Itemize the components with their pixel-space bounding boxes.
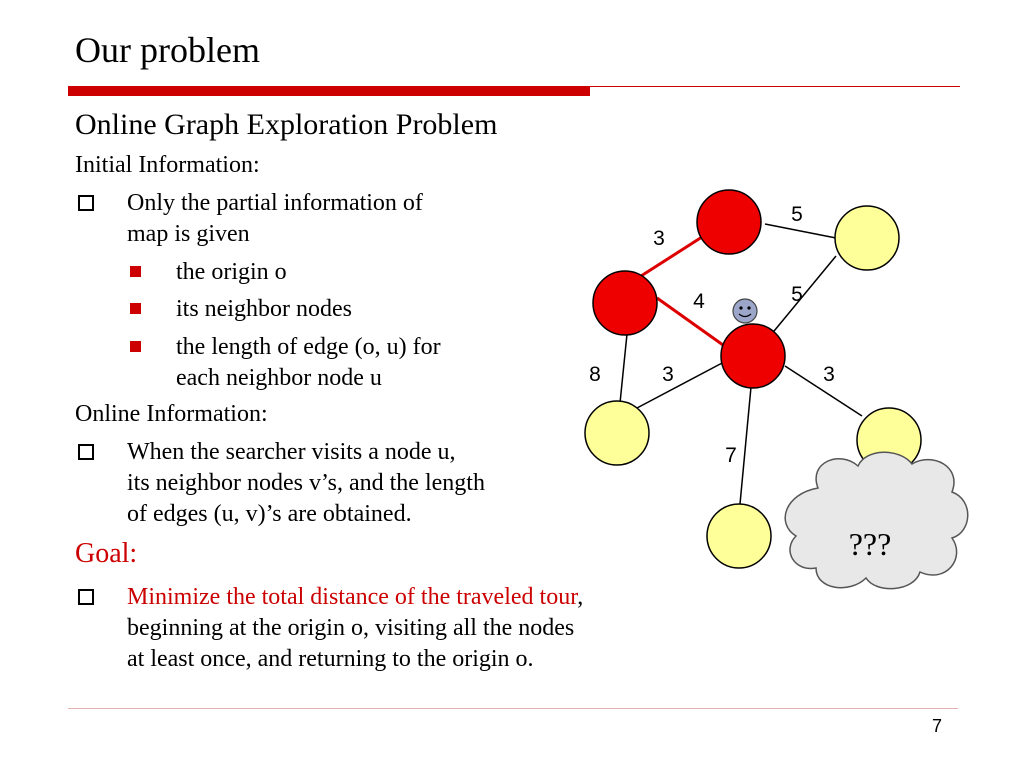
online-line2: its neighbor nodes v’s, and the length xyxy=(127,470,485,496)
initial-bullet-line1: Only the partial information of xyxy=(127,190,423,216)
graph-edge-traveled xyxy=(657,298,723,345)
online-line3: of edges (u, v)’s are obtained. xyxy=(127,501,412,527)
initial-heading: Initial Information: xyxy=(75,152,260,178)
graph-edge-traveled xyxy=(641,237,702,276)
searcher-smiley-icon xyxy=(733,299,757,323)
edge-label: 3 xyxy=(653,227,665,250)
goal-line1-tail: , xyxy=(577,584,584,610)
goal-line3: at least once, and returning to the origin o. xyxy=(127,646,534,672)
edge-label: 8 xyxy=(589,363,601,386)
initial-bullet-line2: map is given xyxy=(127,221,250,247)
online-heading: Online Information: xyxy=(75,401,268,427)
graph-edge xyxy=(740,387,751,504)
edge-label: 5 xyxy=(791,283,803,306)
goal-line1-emphasis: Minimize the total distance of the traveled tour xyxy=(127,584,578,610)
initial-item-neighbors: its neighbor nodes xyxy=(176,296,352,322)
subtitle: Online Graph Exploration Problem xyxy=(75,108,498,141)
graph-edge xyxy=(620,334,627,403)
edge-label: 3 xyxy=(662,363,674,386)
graph-edge xyxy=(765,224,836,238)
thought-cloud-icon xyxy=(785,452,968,588)
graph-edge xyxy=(637,362,724,408)
graph-node-origin xyxy=(593,271,657,335)
graph-node-unvisited xyxy=(835,206,899,270)
page-number: 7 xyxy=(932,716,943,736)
goal-heading: Goal: xyxy=(75,538,138,569)
graph-node-visited xyxy=(697,190,761,254)
cloud-text: ??? xyxy=(848,526,892,562)
edge-label: 7 xyxy=(725,444,737,467)
footer-divider xyxy=(68,708,958,709)
edge-label: 3 xyxy=(823,363,835,386)
initial-item-edge-length: the length of edge (o, u) for xyxy=(176,334,441,360)
online-line1: When the searcher visits a node u, xyxy=(127,439,456,465)
initial-item-origin: the origin o xyxy=(176,259,287,285)
graph-node-unvisited xyxy=(707,504,771,568)
graph-node-current xyxy=(721,324,785,388)
edge-label: 4 xyxy=(693,290,705,313)
edge-label: 5 xyxy=(791,203,803,226)
slide-title: Our problem xyxy=(75,30,260,70)
graph-node-unvisited xyxy=(585,401,649,465)
goal-line2: beginning at the origin o, visiting all the nodes xyxy=(127,615,575,641)
initial-item-edge-length-cont: each neighbor node u xyxy=(176,365,382,391)
